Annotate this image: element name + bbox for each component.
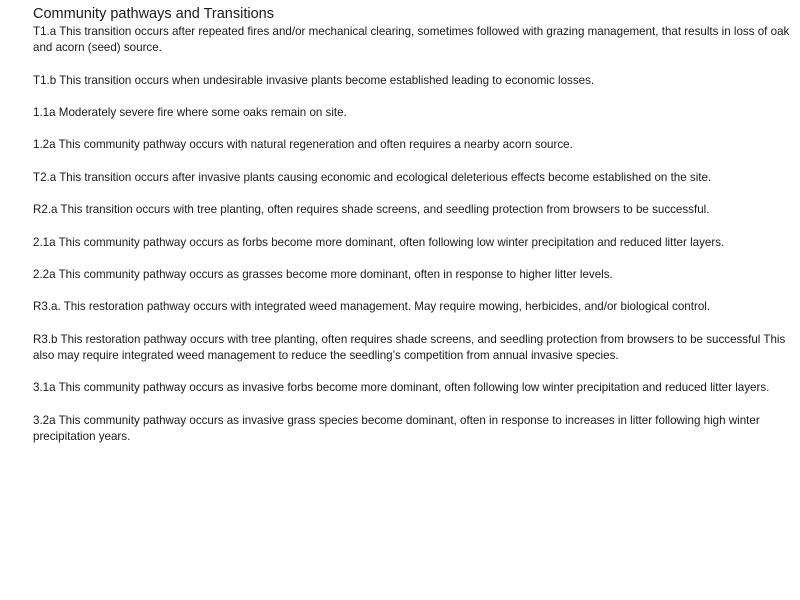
entry-3-1a: 3.1a This community pathway occurs as invasive forbs become more dominant, often following low winter precipitation and reduced litter layers. [33,381,770,395]
entry-3-2a: 3.2a This community pathway occurs as invasive grass species become dominant, often in response to increases in litter following high winter precipitation years. [33,413,760,443]
entry-t1b: T1.b This transition occurs when undesirable invasive plants become established leading to economic losses. [33,73,595,87]
entry-t1a: T1.a This transition occurs after repeated fires and/or mechanical clearing, sometimes followed with grazing management, that results in loss of oak and acorn (seed) source. [33,25,790,55]
entry-1-2a: 1.2a This community pathway occurs with natural regeneration and often requires a nearby acorn source. [33,138,573,152]
document-body [33,6,790,445]
entry-r3b: R3.b This restoration pathway occurs with tree planting, often requires shade screens, and seedling protection from browsers to be successful This also may require integrated weed management to reduce the seedling’s competition from annual invasive species. [33,332,786,362]
entry-2-1a: 2.1a This community pathway occurs as forbs become more dominant, often following low winter precipitation and reduced litter layers. [33,235,725,249]
entry-1-1a: 1.1a Moderately severe fire where some oaks remain on site. [33,105,347,119]
entry-r2a: R2.a This transition occurs with tree planting, often requires shade screens, and seedling protection from browsers to be successful. [33,203,710,217]
entry-t2a: T2.a This transition occurs after invasive plants causing economic and ecological deleterious effects become established on the site. [33,170,712,184]
entry-r3a: R3.a. This restoration pathway occurs with integrated weed management. May require mowing, herbicides, and/or biological control. [33,300,711,314]
entry-2-2a: 2.2a This community pathway occurs as grasses become more dominant, often in response to higher litter levels. [33,267,613,281]
document-title: Community pathways and Transitions [33,6,274,22]
